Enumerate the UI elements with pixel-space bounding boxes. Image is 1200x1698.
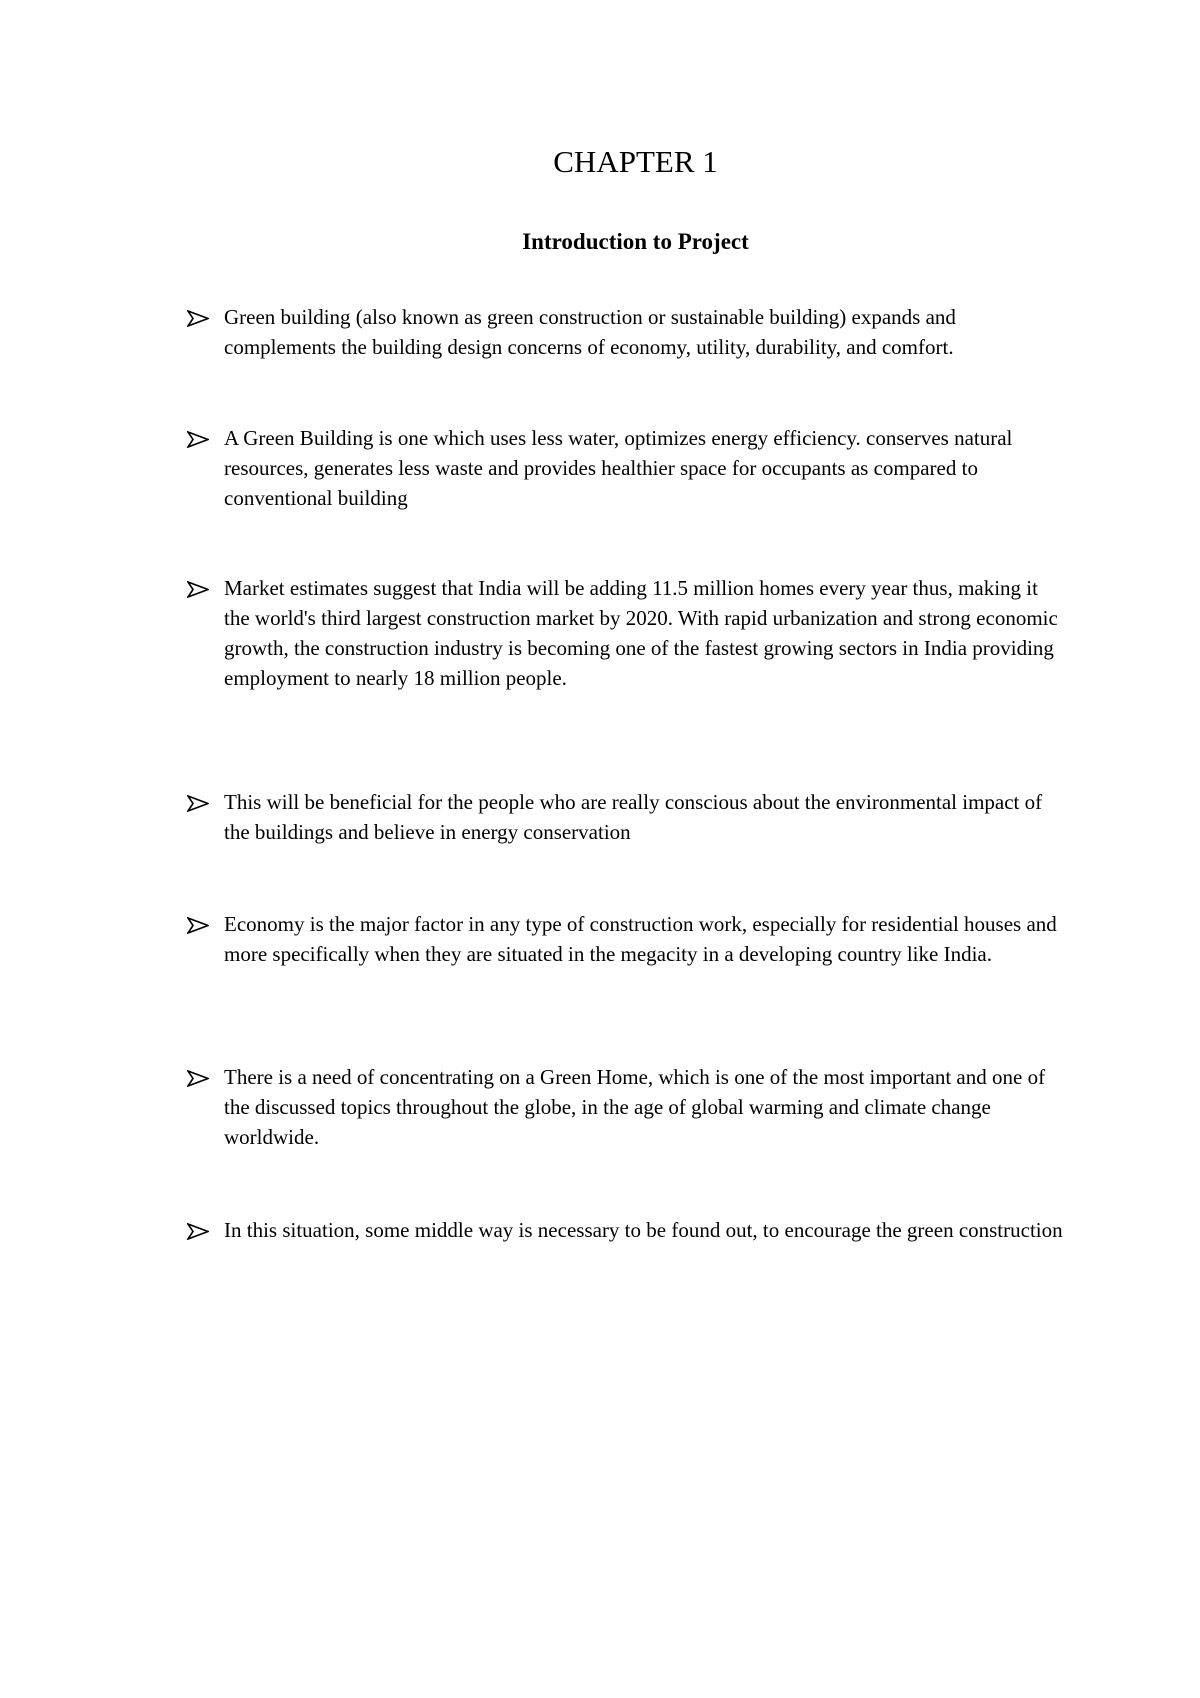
bullet-item-7 <box>187 1215 1067 1245</box>
bullet-text: Market estimates suggest that India will be adding 11.5 million homes every year thus, making it the world's third largest construction market by 2020. With rapid urbanization and strong economic growth, the construction industry is becoming one of the fastest growing sectors in India providing employment to nearly 18 million people. <box>224 576 1058 690</box>
arrowhead-bullet-icon <box>187 573 211 603</box>
arrowhead-bullet-icon <box>187 909 211 939</box>
bullet-text: A Green Building is one which uses less water, optimizes energy efficiency. conserves natural resources, generates less waste and provides healthier space for occupants as compared to conventional building <box>224 426 1013 510</box>
arrowhead-bullet-icon <box>187 302 211 332</box>
bullet-text: Economy is the major factor in any type of construction work, especially for residential houses and more specifically when they are situated in the megacity in a developing country like India. <box>224 912 1057 966</box>
bullet-item-4 <box>187 787 1067 847</box>
chapter-title: CHAPTER 1 <box>553 144 718 179</box>
bullet-item-1 <box>187 302 1067 362</box>
bullet-item-2 <box>187 423 1067 513</box>
bullet-item-6 <box>187 1062 1067 1152</box>
bullet-text: This will be beneficial for the people who are really conscious about the environmental impact of the buildings and believe in energy conservation <box>224 790 1043 844</box>
bullet-item-3 <box>187 573 1067 693</box>
arrowhead-bullet-icon <box>187 423 211 453</box>
bullet-item-5 <box>187 909 1067 969</box>
arrowhead-bullet-icon <box>187 1062 211 1092</box>
arrowhead-bullet-icon <box>187 787 211 817</box>
section-title: Introduction to Project <box>522 229 749 254</box>
bullet-text: Green building (also known as green construction or sustainable building) expands and complements the building design concerns of economy, utility, durability, and comfort. <box>224 305 956 359</box>
bullet-text: There is a need of concentrating on a Green Home, which is one of the most important and one of the discussed topics throughout the globe, in the age of global warming and climate change worldwide. <box>224 1065 1046 1149</box>
arrowhead-bullet-icon <box>187 1215 211 1245</box>
bullet-text: In this situation, some middle way is necessary to be found out, to encourage the green construction <box>224 1218 1063 1242</box>
